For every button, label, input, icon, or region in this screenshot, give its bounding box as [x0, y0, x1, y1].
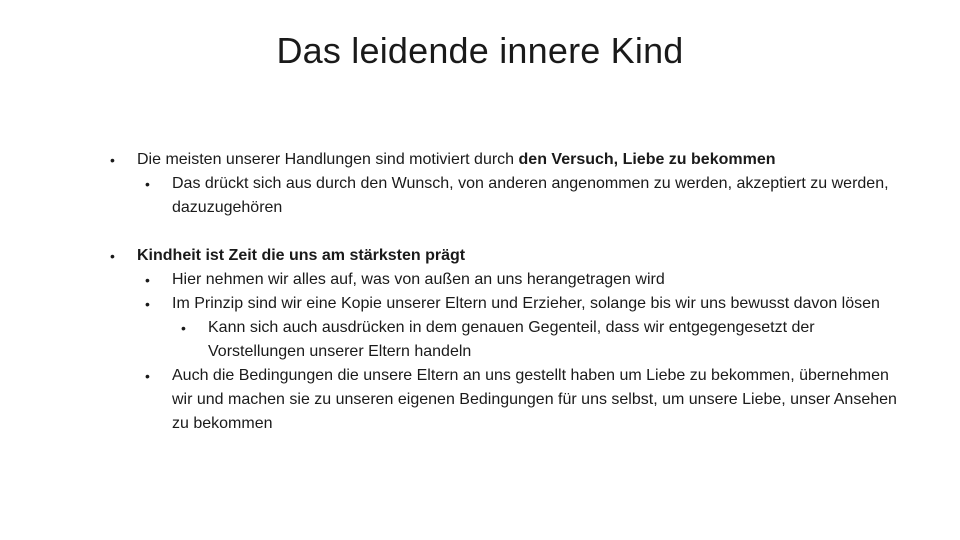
- bullet-icon: •: [145, 368, 150, 384]
- sub-bullet-text: Hier nehmen wir alles auf, was von außen an uns herangetragen wird: [172, 271, 665, 288]
- slide-content: [110, 148, 910, 436]
- sub-bullet-item-wish: [110, 172, 910, 220]
- bullet-icon: •: [110, 248, 115, 264]
- slide-title: Das leidende innere Kind: [276, 30, 684, 71]
- bullet-icon: •: [145, 272, 150, 288]
- bullet-icon: •: [145, 176, 150, 192]
- bullet-icon: •: [181, 320, 186, 336]
- sub-bullet-text: Auch die Bedingungen die unsere Eltern an uns gestellt haben um Liebe zu bekommen, übernehmen wir und machen sie zu unseren eigenen Bedingungen für uns selbst, um unsere Liebe, unser Ansehen zu bekommen: [172, 367, 897, 432]
- bullet-icon: •: [145, 296, 150, 312]
- sub-bullet-text: Im Prinzip sind wir eine Kopie unserer Eltern und Erzieher, solange bis wir uns bewusst davon lösen: [172, 295, 880, 312]
- sub-bullet-item-conditions: [110, 364, 910, 436]
- bullet-item-motivation: [110, 148, 910, 172]
- sub-bullet-item-copy: [110, 292, 910, 316]
- sub-bullet-text: Das drückt sich aus durch den Wunsch, von anderen angenommen zu werden, akzeptiert zu werden, dazuzugehören: [172, 175, 889, 216]
- sub-sub-bullet-item-opposite: [110, 316, 910, 364]
- bullet-text-emphasis: Kindheit ist Zeit die uns am stärksten prägt: [137, 247, 466, 264]
- sub-bullet-item-absorb: [110, 268, 910, 292]
- section-spacer: [110, 220, 910, 244]
- bullet-icon: •: [110, 152, 115, 168]
- bullet-text-emphasis: den Versuch, Liebe zu bekommen: [518, 151, 776, 168]
- bullet-item-childhood: [110, 244, 910, 268]
- sub-sub-bullet-text: Kann sich auch ausdrücken in dem genauen Gegenteil, dass wir entgegengesetzt der Vorstellungen unserer Eltern handeln: [208, 319, 815, 360]
- bullet-text: Die meisten unserer Handlungen sind motiviert durch: [137, 151, 519, 168]
